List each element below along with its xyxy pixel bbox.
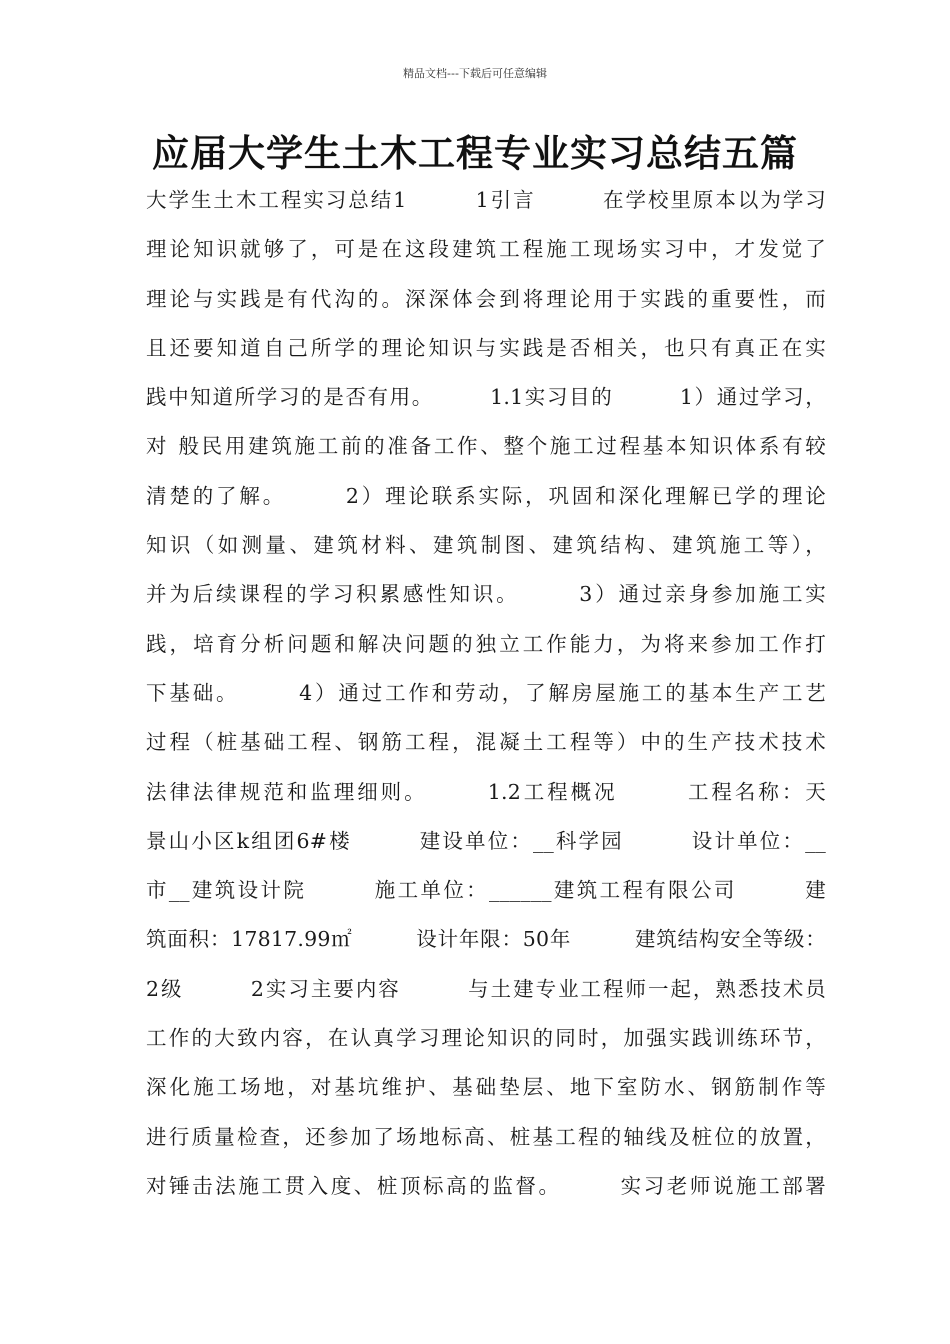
body-line: 对 般民用建筑施工前的准备工作、整个施工过程基本知识体系有较 (146, 434, 826, 459)
document-body (146, 176, 826, 1211)
body-line: 下基础。 4）通过工作和劳动，了解房屋施工的基本生产工艺 (146, 680, 826, 705)
body-line: 理论知识就够了，可是在这段建筑工程施工现场实习中，才发觉了 (146, 237, 826, 262)
body-line: 法律法律规范和监理细则。 1.2工程概况 工程名称：天 (146, 779, 826, 804)
body-line: 知识（如测量、建筑材料、建筑制图、建筑结构、建筑施工等）， (146, 533, 826, 558)
body-line: 大学生土木工程实习总结1 1引言 在学校里原本以为学习 (146, 188, 826, 212)
body-line: 景山小区k组团6#楼 建设单位：__科学园 设计单位：__ (146, 828, 826, 853)
body-line: 过程（桩基础工程、钢筋工程，混凝土工程等）中的生产技术技术 (146, 730, 826, 755)
body-line: 市__建筑设计院 施工单位：______建筑工程有限公司 建 (146, 878, 826, 903)
body-line: 清楚的了解。 2）理论联系实际，巩固和深化理解已学的理论 (146, 483, 826, 508)
body-line: 践，培育分析问题和解决问题的独立工作能力，为将来参加工作打 (146, 631, 826, 656)
body-line: 2级 2实习主要内容 与土建专业工程师一起，熟悉技术员 (146, 976, 826, 1001)
body-line: 进行质量检查，还参加了场地标高、桩基工程的轴线及桩位的放置， (146, 1124, 826, 1149)
page-header-note: 精品文档---下载后可任意编辑 (403, 67, 547, 80)
body-line: 践中知道所学习的是否有用。 1.1实习目的 1）通过学习， (146, 385, 826, 410)
body-line: 工作的大致内容，在认真学习理论知识的同时，加强实践训练环节， (146, 1026, 826, 1051)
body-line: 并为后续课程的学习积累感性知识。 3）通过亲身参加施工实 (146, 582, 826, 607)
body-line: 深化施工场地，对基坑维护、基础垫层、地下室防水、钢筋制作等 (146, 1075, 826, 1100)
document-title: 应届大学生土木工程专业实习总结五篇 (152, 132, 798, 175)
body-line: 筑面积：17817.99㎡ 设计年限：50年 建筑结构安全等级： (146, 927, 826, 952)
body-line: 理论与实践是有代沟的。深深体会到将理论用于实践的重要性，而 (146, 286, 826, 311)
body-line: 且还要知道自己所学的理论知识与实践是否相关，也只有真正在实 (146, 335, 826, 360)
body-line: 对锤击法施工贯入度、桩顶标高的监督。 实习老师说施工部署 (146, 1173, 826, 1198)
